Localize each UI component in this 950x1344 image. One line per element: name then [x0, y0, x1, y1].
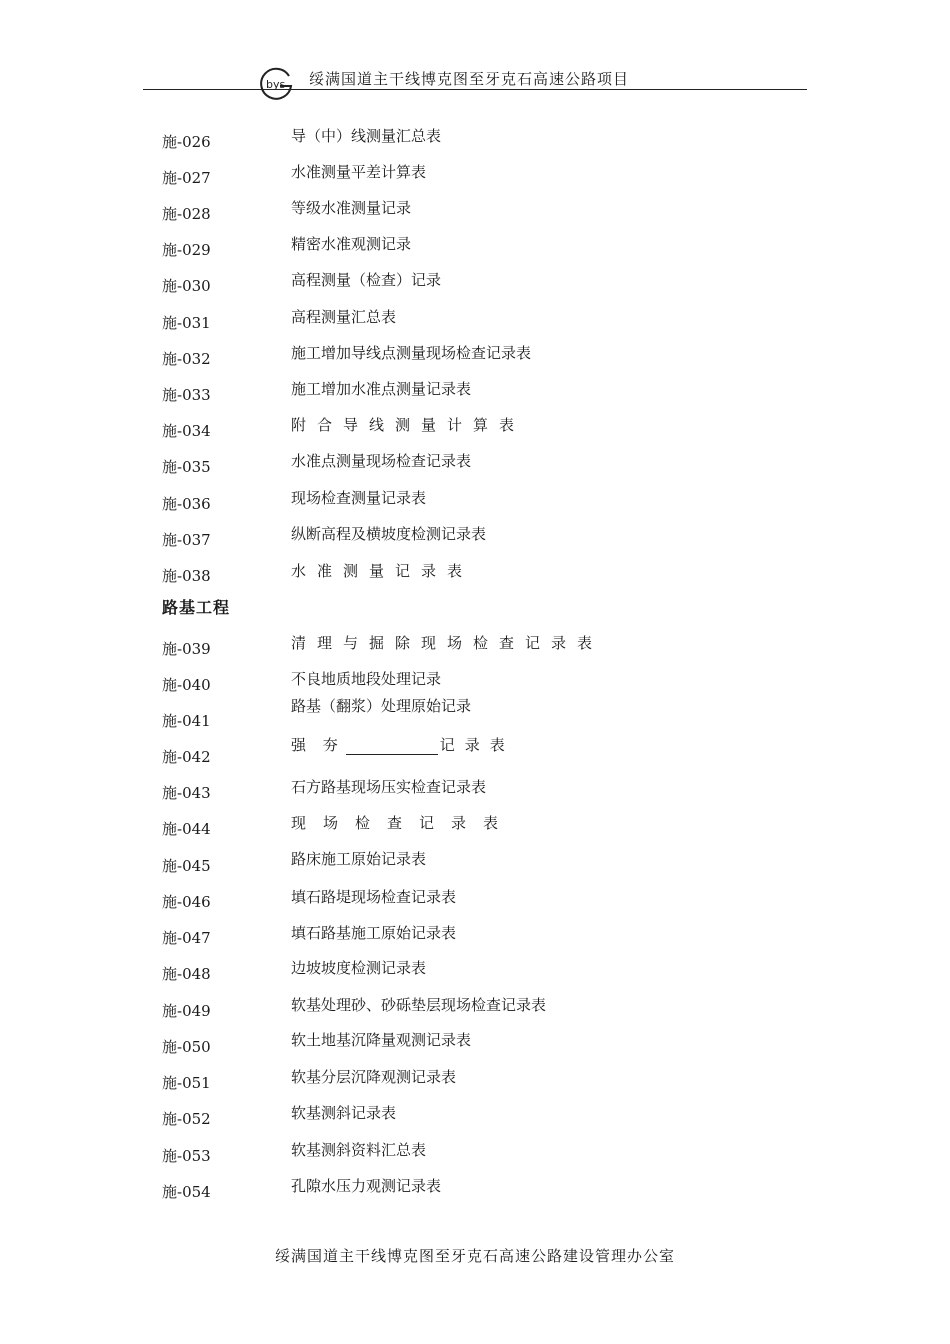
- page-footer: 绥满国道主干线博克图至牙克石高速公路建设管理办公室: [274, 1247, 675, 1265]
- item-code: 施-053: [162, 1147, 211, 1165]
- list-item: [0, 994, 950, 1020]
- list-item: [0, 378, 950, 404]
- item-code: 施-029: [162, 241, 211, 259]
- item-code: 施-052: [162, 1110, 211, 1128]
- item-title: 施工增加导线点测量现场检查记录表: [291, 344, 532, 362]
- list-item: [0, 342, 950, 368]
- item-title-suffix: 记录表: [439, 736, 515, 754]
- item-title: 软土地基沉降量观测记录表: [291, 1031, 472, 1049]
- item-title: 高程测量（检查）记录: [291, 271, 442, 289]
- list-item: [0, 450, 950, 476]
- item-code: 施-028: [162, 205, 211, 223]
- list-item: [0, 812, 950, 838]
- item-code: 施-046: [162, 893, 211, 911]
- item-title: 填石路堤现场检查记录表: [291, 888, 457, 906]
- list-item: [0, 885, 950, 911]
- item-title: 高程测量汇总表: [291, 308, 397, 326]
- page-header: [143, 62, 807, 102]
- list-item: [0, 632, 950, 658]
- item-code: 施-048: [162, 965, 211, 983]
- item-code: 施-033: [162, 386, 211, 404]
- item-code: 施-047: [162, 929, 211, 947]
- item-code: 施-049: [162, 1002, 211, 1020]
- item-code: 施-036: [162, 495, 211, 513]
- item-title: 不良地质地段处理记录: [291, 670, 442, 688]
- list-item: [0, 414, 950, 440]
- list-item: [0, 776, 950, 802]
- item-code: 施-041: [162, 712, 211, 730]
- item-code: 施-050: [162, 1038, 211, 1056]
- item-code: 施-027: [162, 169, 211, 187]
- item-title: 现场检查测量记录表: [291, 489, 427, 507]
- item-title: 孔隙水压力观测记录表: [291, 1177, 442, 1195]
- item-title: 施工增加水准点测量记录表: [291, 380, 472, 398]
- item-code: 施-037: [162, 531, 211, 549]
- item-title: 软基处理砂、砂砾垫层现场检查记录表: [291, 996, 547, 1014]
- item-code: 施-051: [162, 1074, 211, 1092]
- header-title: 绥满国道主干线博克图至牙克石高速公路项目: [309, 70, 630, 88]
- list-item: [0, 306, 950, 332]
- item-code: 施-040: [162, 676, 211, 694]
- list-item: [0, 125, 950, 151]
- item-code: 施-045: [162, 857, 211, 875]
- item-title: [291, 734, 515, 755]
- item-title: 水准测量平差计算表: [291, 163, 427, 181]
- item-code: 施-030: [162, 277, 211, 295]
- item-code: 施-031: [162, 314, 211, 332]
- item-title: 路床施工原始记录表: [291, 850, 427, 868]
- list-item: [0, 736, 950, 766]
- item-code: 施-026: [162, 133, 211, 151]
- item-code: 施-038: [162, 567, 211, 585]
- item-code: 施-039: [162, 640, 211, 658]
- list-item: [0, 161, 950, 187]
- item-title: 石方路基现场压实检查记录表: [291, 778, 487, 796]
- list-item: [0, 1030, 950, 1056]
- list-item: [0, 697, 950, 730]
- list-item: [0, 1066, 950, 1092]
- item-title-prefix: 强 夯: [291, 736, 344, 754]
- item-title: 现场检查记录表: [291, 814, 516, 832]
- header-rule: [143, 89, 807, 90]
- item-code: 施-054: [162, 1183, 211, 1201]
- item-title: 路基（翻浆）处理原始记录: [291, 697, 472, 715]
- item-title: 软基测斜记录表: [291, 1104, 397, 1122]
- list-item: [0, 559, 950, 585]
- item-code: 施-034: [162, 422, 211, 440]
- list-item: [0, 197, 950, 223]
- list-item: [0, 957, 950, 983]
- item-code: 施-044: [162, 820, 211, 838]
- item-title: 边坡坡度检测记录表: [291, 959, 427, 977]
- item-code: 施-043: [162, 784, 211, 802]
- list-item: [0, 233, 950, 259]
- fill-in-blank-line: [346, 740, 438, 755]
- item-code: 施-035: [162, 458, 211, 476]
- item-title: 等级水准测量记录: [291, 199, 412, 217]
- item-title: 纵断高程及横坡度检测记录表: [291, 525, 487, 543]
- list-item: [0, 849, 950, 875]
- list-item: [0, 523, 950, 549]
- item-title: 导（中）线测量汇总表: [291, 127, 442, 145]
- item-code: 施-042: [162, 748, 211, 766]
- item-code: 施-032: [162, 350, 211, 368]
- list-item: [0, 487, 950, 513]
- svg-text:bys: bys: [266, 78, 286, 91]
- section-heading: 路基工程: [162, 598, 231, 617]
- item-title: 清理与掘除现场检查记录表: [291, 634, 604, 652]
- list-item: [0, 921, 950, 947]
- list-item: [0, 1175, 950, 1201]
- list-item: [0, 269, 950, 295]
- list-item: [0, 1139, 950, 1165]
- gbys-logo-icon: [260, 66, 294, 100]
- item-title: 填石路基施工原始记录表: [291, 924, 457, 942]
- item-title: 水准测量记录表: [291, 562, 474, 580]
- item-title: 软基分层沉降观测记录表: [291, 1068, 457, 1086]
- item-title: 软基测斜资料汇总表: [291, 1141, 427, 1159]
- list-item: [0, 1102, 950, 1128]
- item-title: 附合导线测量计算表: [291, 416, 526, 434]
- list-item: [0, 668, 950, 694]
- item-title: 精密水准观测记录: [291, 235, 412, 253]
- item-title: 水准点测量现场检查记录表: [291, 452, 472, 470]
